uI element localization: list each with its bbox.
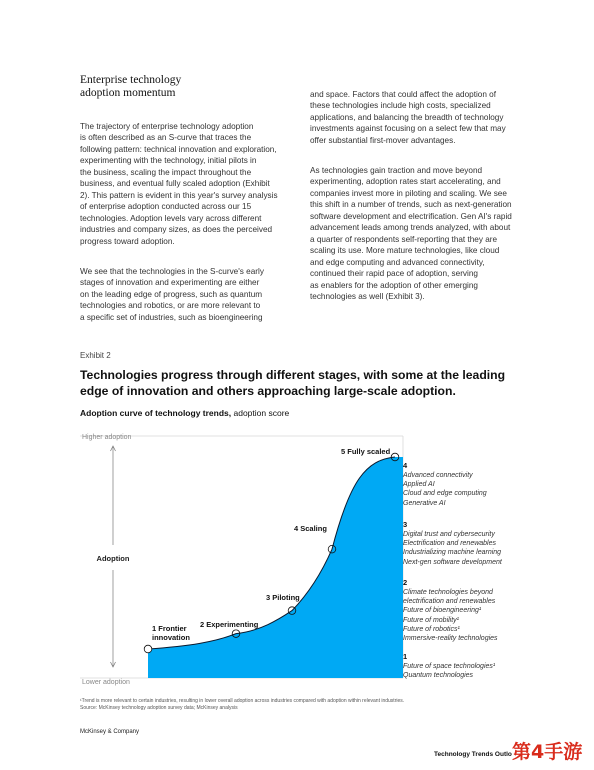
trend-item: Industrializing machine learning (403, 549, 502, 557)
trend-item: Advanced connectivity (403, 472, 473, 479)
stage-label-4: 4 Scaling (294, 524, 327, 533)
trend-group-number: 1 (403, 652, 408, 661)
trend-item: Next-gen software development (403, 558, 502, 566)
trend-group-number: 2 (403, 578, 408, 587)
trend-group-1 (403, 652, 523, 680)
exhibit-title: Technologies progress through different stages, with some at the leading edge of innovation and others approaching large-scale adoption. (80, 368, 506, 398)
trend-item: Generative AI (403, 499, 446, 507)
stage-marker-1 (144, 645, 152, 653)
chart-title-bold: Adoption curve of technology trends, (80, 408, 232, 418)
left-paragraph-1: The trajectory of enterprise technology adoption is often described as an S-curve that traces the following pattern: technical innovation and exploration, experimenting with the technology, initial pilots in the business, scaling the impact throughout the business, and eventual fully scaled adoption (Exhibit 2). This pattern is evident in this year's survey analysis of enterprise adoption conducted across our 15 technologies. Adoption levels vary across different industries and company sizes, as does the perceived progress toward adoption. (80, 121, 278, 246)
stage-label-1: innovation (152, 633, 190, 642)
trend-item: electrification and renewables (403, 598, 496, 606)
stage-label-5: 5 Fully scaled (341, 447, 391, 456)
trend-item: Digital trust and cybersecurity (403, 531, 495, 538)
trend-group-4 (403, 461, 523, 508)
stage-label-1: 1 Frontier (152, 624, 187, 633)
y-top-label: Higher adoption (82, 434, 132, 441)
y-axis-label: Adoption (96, 554, 130, 563)
trend-group-2 (403, 578, 523, 643)
running-title: Technology Trends Outlo (434, 751, 512, 758)
left-paragraph-2: We see that the technologies in the S-curve's early stages of innovation and experimenting are either on the leading edge of progress, such as quantum technologies and robotics, or are more relevant to a specific set of industries, such as bioengineering (80, 266, 264, 322)
watermark: 第4手游 (512, 741, 583, 763)
trend-group-3 (403, 520, 523, 567)
footnote: ¹Trend is more relevant to certain industries, resulting in lower overall adoption across industries compared with adoption within relevant industries. Source: McKinsey technology adoption survey data; McKinsey analysis (80, 698, 405, 711)
section-heading: Enterprise technology adoption momentum (80, 74, 182, 99)
trend-group-number: 3 (403, 520, 408, 529)
y-bottom-label: Lower adoption (82, 679, 130, 686)
trend-group-number: 4 (403, 461, 408, 470)
trend-item: Future of robotics¹ (403, 625, 460, 633)
trend-item: Applied AI (403, 481, 435, 489)
right-paragraph-1: and space. Factors that could affect the adoption of these technologies include high costs, specialized applications, and balancing the breadth of technology investments against focusing on a select few that may offer substantial first-mover advantages. (310, 89, 506, 145)
stage-label-3: 3 Piloting (266, 593, 300, 602)
trend-item: Future of bioengineering¹ (403, 607, 482, 615)
trend-item: Climate technologies beyond (403, 589, 493, 596)
trend-item: Cloud and edge computing (403, 490, 487, 498)
exhibit-label: Exhibit 2 (80, 351, 111, 360)
chart-title-rest: adoption score (231, 408, 290, 418)
brand-name: McKinsey & Company (80, 729, 140, 735)
trend-item: Electrification and renewables (403, 540, 496, 548)
trend-item: Future of mobility¹ (403, 616, 460, 624)
trend-item: Immersive-reality technologies (403, 635, 498, 643)
trend-item: Future of space technologies¹ (403, 663, 496, 670)
right-paragraph-2: As technologies gain traction and move beyond experimenting, adoption rates start accelerating, and companies invest more in piloting and scaling. We see this shift in a number of trends, such as next-generation software development and electrification. Gen AI's rapid advancement leads among trends analyzed, with about a quarter of respondents self-reporting that they are scaling its use. More mature technologies, like cloud and edge computing and advanced connectivity, continued their rapid pace of adoption, serving as enablers for the adoption of other emerging technologies as well (Exhibit 3). (310, 165, 512, 301)
trend-item: Quantum technologies (403, 672, 474, 680)
stage-label-2: 2 Experimenting (200, 620, 259, 629)
